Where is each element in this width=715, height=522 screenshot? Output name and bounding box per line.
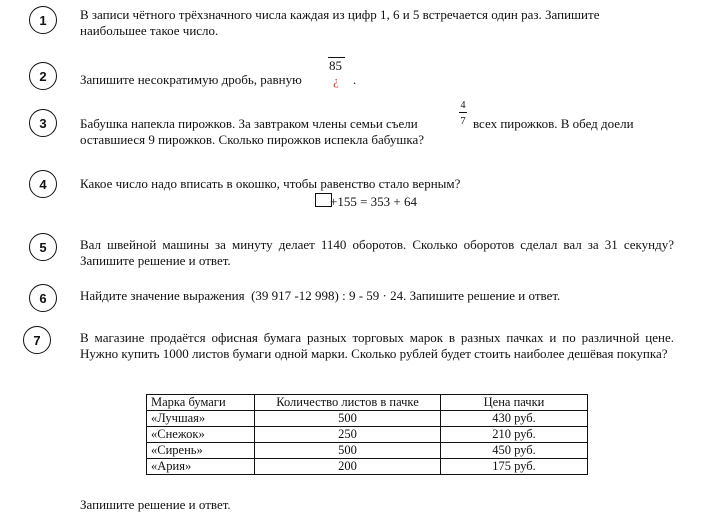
table-cell: 200 xyxy=(255,459,441,475)
task-7-final-instruction: Запишите решение и ответ. xyxy=(80,497,231,512)
table-cell: 500 xyxy=(255,443,441,459)
fraction-four-sevenths xyxy=(459,101,467,126)
task-3-line-1-start: Бабушка напекла пирожков. За завтраком члены семьи съели xyxy=(80,116,418,131)
fraction-denominator: 7 xyxy=(460,115,466,127)
table-header-cell: Марка бумаги xyxy=(147,395,255,411)
table-header-cell: Цена пачки xyxy=(441,395,588,411)
table-cell: 450 руб. xyxy=(441,443,588,459)
table-row xyxy=(147,427,588,443)
task-6-expression: (39 917 -12 998) : 9 - 59 · 24. xyxy=(251,288,407,303)
table-cell: «Ария» xyxy=(147,459,255,475)
task-2-period: . xyxy=(353,72,357,87)
task-1-line-1: В записи чётного трёхзначного числа каждая из цифр 1, 6 и 5 встречается один раз. Запишите xyxy=(80,7,600,22)
table-header-cell: Количество листов в пачке xyxy=(255,395,441,411)
task-number-badge: 1 xyxy=(29,6,57,34)
task-number-badge: 6 xyxy=(29,284,57,312)
table-cell: 500 xyxy=(255,411,441,427)
fraction-symbol: ¿ xyxy=(333,73,339,88)
task-6-instruction: Запишите решение и ответ. xyxy=(409,288,561,303)
task-1-line-2: наибольшее такое число. xyxy=(80,23,219,38)
table-cell: 175 руб. xyxy=(441,459,588,475)
task-5-text: Вал швейной машины за минуту делает 1140 оборотов. Сколько оборотов сделал вал за 31 секунду? Запишите решение и ответ. xyxy=(80,237,674,268)
task-6-text xyxy=(80,288,560,304)
table-row xyxy=(147,443,588,459)
table-cell: «Снежок» xyxy=(147,427,255,443)
task-3-line-2: оставшиеся 9 пирожков. Сколько пирожков испекла бабушка? xyxy=(80,132,425,147)
task-7-text: В магазине продаётся офисная бумага разных торговых марок в разных пачках и по различной цене. Нужно купить 1000 листов бумаги одной марки. Сколько рублей будет стоить наиболее дешёвая покупка? xyxy=(80,330,674,361)
task-number-badge: 2 xyxy=(29,62,57,90)
table-row xyxy=(147,411,588,427)
task-4-text: Какое число надо вписать в окошко, чтобы равенство стало верным? xyxy=(80,176,461,191)
table-cell: 210 руб. xyxy=(441,427,588,443)
equation-text: +155 = 353 + 64 xyxy=(330,194,417,209)
task-number-badge: 5 xyxy=(29,233,57,261)
fraction-top-value: 85 xyxy=(329,58,342,73)
table-cell: «Сирень» xyxy=(147,443,255,459)
table-cell: 430 руб. xyxy=(441,411,588,427)
table-cell: 250 xyxy=(255,427,441,443)
task-number-badge: 4 xyxy=(29,170,57,198)
task-4-equation xyxy=(315,193,417,210)
task-2-text: Запишите несократимую дробь, равную xyxy=(80,72,302,87)
task-3-line-1-end: всех пирожков. В обед доели xyxy=(473,116,634,131)
paper-price-table xyxy=(146,394,588,475)
task-number-badge: 3 xyxy=(29,109,57,137)
table-cell: «Лучшая» xyxy=(147,411,255,427)
fraction-bar xyxy=(459,112,467,113)
task-number-badge: 7 xyxy=(23,326,51,354)
table-header-row xyxy=(147,395,588,411)
fraction-numerator: 4 xyxy=(460,100,466,111)
task-6-prompt: Найдите значение выражения xyxy=(80,288,245,303)
table-row xyxy=(147,459,588,475)
